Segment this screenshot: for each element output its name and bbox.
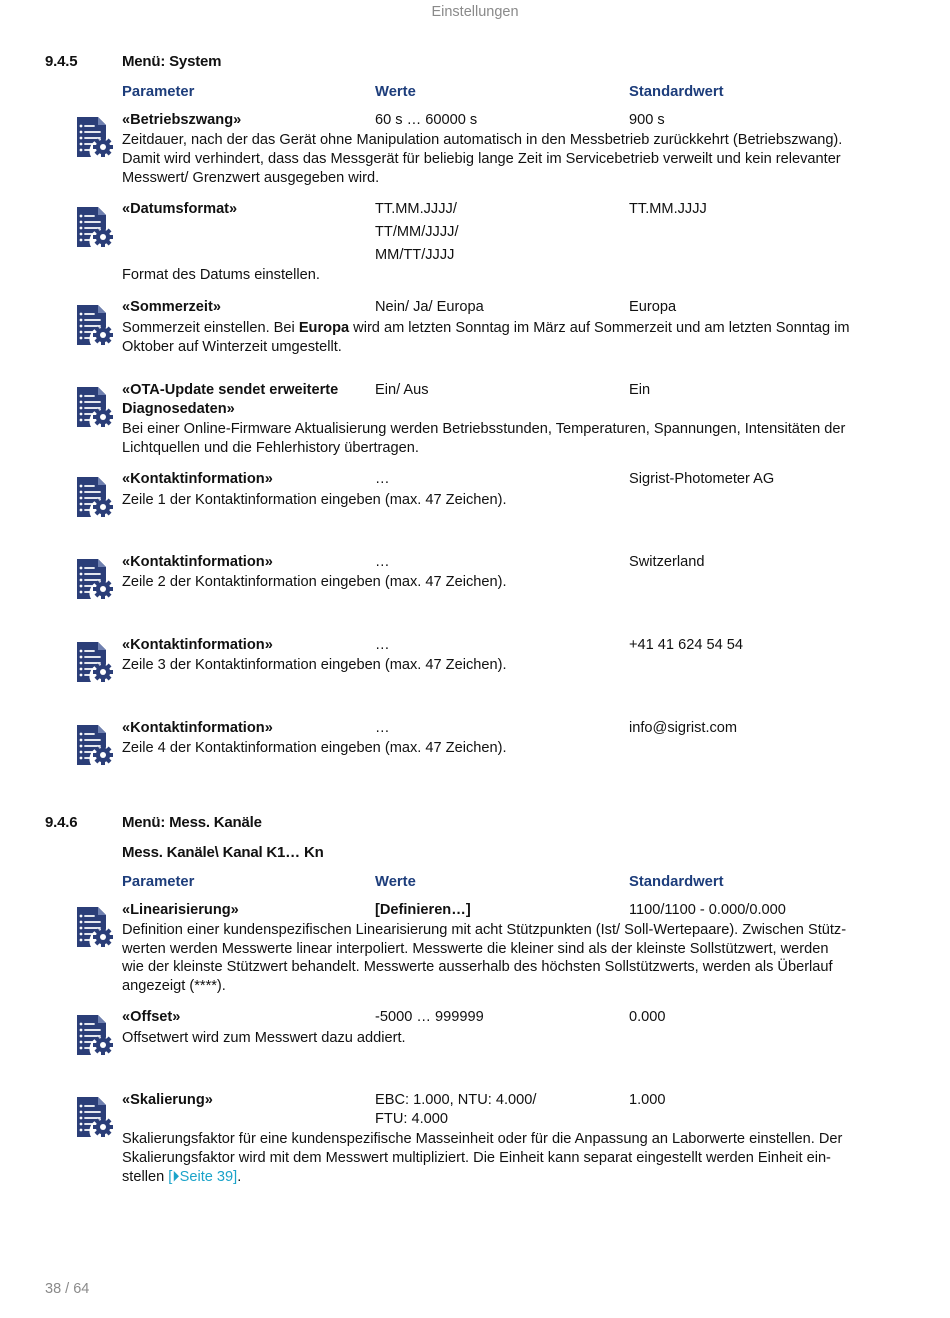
section-title: Menü: System xyxy=(122,53,222,70)
parameter-values: TT/MM/JJJJ/ xyxy=(375,224,459,240)
parameter-description: Offsetwert wird zum Messwert dazu addiert. xyxy=(122,1030,406,1046)
parameter-values: Nein/ Ja/ Europa xyxy=(375,299,484,315)
parameter-values: … xyxy=(375,471,390,487)
parameter-default: 1.000 xyxy=(629,1092,666,1108)
document-settings-icon xyxy=(76,1096,114,1138)
subsection-title: Mess. Kanäle\ Kanal K1… Kn xyxy=(122,844,324,861)
parameter-description: Skalierungsfaktor wird mit dem Messwert multipliziert. Die Einheit kann separat eingestellt werden Einheit ein- xyxy=(122,1150,831,1166)
parameter-description: Definition einer kundenspezifischen Linearisierung mit acht Stützpunkten (Ist/ Soll-Wertepaare). Zwischen Stütz- xyxy=(122,922,847,938)
parameter-values: … xyxy=(375,720,390,736)
column-header-parameter: Parameter xyxy=(122,874,195,890)
document-settings-icon xyxy=(76,206,114,248)
parameter-name: «Kontaktinformation» xyxy=(122,637,273,653)
parameter-default: 0.000 xyxy=(629,1009,666,1025)
parameter-name: «Datumsformat» xyxy=(122,201,238,217)
parameter-description: Zeile 1 der Kontaktinformation eingeben (max. 47 Zeichen). xyxy=(122,492,507,508)
document-settings-icon xyxy=(76,906,114,948)
parameter-description: werten werden Messwerte linear interpoliert. Messwerte die kleiner sind als der kleinste Sollstützwert, werden xyxy=(122,941,829,957)
parameter-values: … xyxy=(375,637,390,653)
parameter-default: Switzerland xyxy=(629,554,705,570)
parameter-values: [Definieren…] xyxy=(375,902,471,918)
parameter-name: Diagnosedaten» xyxy=(122,401,235,417)
parameter-values: 60 s … 60000 s xyxy=(375,112,478,128)
parameter-values: MM/TT/JJJJ xyxy=(375,247,455,263)
parameter-default: TT.MM.JJJJ xyxy=(629,201,707,217)
parameter-description: angezeigt (****). xyxy=(122,978,226,994)
parameter-description: Zeile 3 der Kontaktinformation eingeben (max. 47 Zeichen). xyxy=(122,657,507,673)
document-settings-icon xyxy=(76,304,114,346)
column-header-parameter: Parameter xyxy=(122,84,195,100)
page-reference-link[interactable]: [⏵Seite 39] xyxy=(168,1169,238,1185)
column-header-values: Werte xyxy=(375,874,416,890)
document-settings-icon xyxy=(76,724,114,766)
document-settings-icon xyxy=(76,1014,114,1056)
parameter-values: -5000 … 999999 xyxy=(375,1009,484,1025)
parameter-name: «OTA-Update sendet erweiterte xyxy=(122,382,339,398)
document-settings-icon xyxy=(76,116,114,158)
parameter-description: wie der kleinste Stützwert behandelt. Messwerte ausserhalb des höchsten Sollstützwerts, werden als Überlauf xyxy=(122,959,833,975)
page-header: Einstellungen xyxy=(431,4,519,20)
section-title: Menü: Mess. Kanäle xyxy=(122,814,262,831)
document-settings-icon xyxy=(76,641,114,683)
parameter-default: Europa xyxy=(629,299,677,315)
parameter-default: Ein xyxy=(629,382,651,398)
parameter-default: 900 s xyxy=(629,112,665,128)
parameter-description: Sommerzeit einstellen. Bei Europa wird am letzten Sonntag im März auf Sommerzeit und am letzten Sonntag im Oktober auf Winterzeit umgestellt. xyxy=(122,320,850,355)
section-number: 9.4.6 xyxy=(45,814,78,831)
parameter-name: «Sommerzeit» xyxy=(122,299,221,315)
column-header-default: Standardwert xyxy=(629,874,724,890)
column-header-default: Standardwert xyxy=(629,84,724,100)
parameter-values: Ein/ Aus xyxy=(375,382,429,398)
parameter-default: info@sigrist.com xyxy=(629,720,738,736)
parameter-name: «Kontaktinformation» xyxy=(122,554,273,570)
parameter-description: Skalierungsfaktor für eine kundenspezifische Masseinheit oder für die Anpassung an Laborwerte einstellen. Der xyxy=(122,1131,843,1147)
parameter-name: «Skalierung» xyxy=(122,1092,213,1108)
parameter-description: Format des Datums einstellen. xyxy=(122,267,320,283)
document-settings-icon xyxy=(76,558,114,600)
document-settings-icon xyxy=(76,386,114,428)
parameter-values: FTU: 4.000 xyxy=(375,1111,448,1127)
parameter-default: 1100/1100 - 0.000/0.000 xyxy=(629,902,786,918)
parameter-values: … xyxy=(375,554,390,570)
parameter-name: «Linearisierung» xyxy=(122,902,239,918)
parameter-default: Sigrist-Photometer AG xyxy=(629,471,775,487)
parameter-values: TT.MM.JJJJ/ xyxy=(375,201,457,217)
page-number: 38 / 64 xyxy=(45,1281,90,1297)
parameter-name: «Betriebszwang» xyxy=(122,112,242,128)
parameter-description: Zeile 2 der Kontaktinformation eingeben (max. 47 Zeichen). xyxy=(122,574,507,590)
parameter-default: +41 41 624 54 54 xyxy=(629,637,744,653)
column-header-values: Werte xyxy=(375,84,416,100)
document-settings-icon xyxy=(76,476,114,518)
section-number: 9.4.5 xyxy=(45,53,78,70)
parameter-name: «Offset» xyxy=(122,1009,181,1025)
parameter-name: «Kontaktinformation» xyxy=(122,471,273,487)
parameter-name: «Kontaktinformation» xyxy=(122,720,273,736)
parameter-description: Zeile 4 der Kontaktinformation eingeben (max. 47 Zeichen). xyxy=(122,740,507,756)
parameter-values: EBC: 1.000, NTU: 4.000/ xyxy=(375,1092,537,1108)
parameter-description: stellen [⏵Seite 39]. xyxy=(122,1169,242,1185)
parameter-description: Zeitdauer, nach der das Gerät ohne Manipulation automatisch in den Messbetrieb zurückkehrt (Betriebszwang). Damit wird verhindert, dass das Messgerät für beliebig lange Zeit im Servicebetrieb verweilt und kein relevanter Messwert/ Grenzwert ausgegeben wird. xyxy=(122,132,843,186)
parameter-description: Bei einer Online-Firmware Aktualisierung werden Betriebsstunden, Temperaturen, Spannungen, Intensitäten der Lichtquellen und die Fehlerhistory übertragen. xyxy=(122,421,846,456)
